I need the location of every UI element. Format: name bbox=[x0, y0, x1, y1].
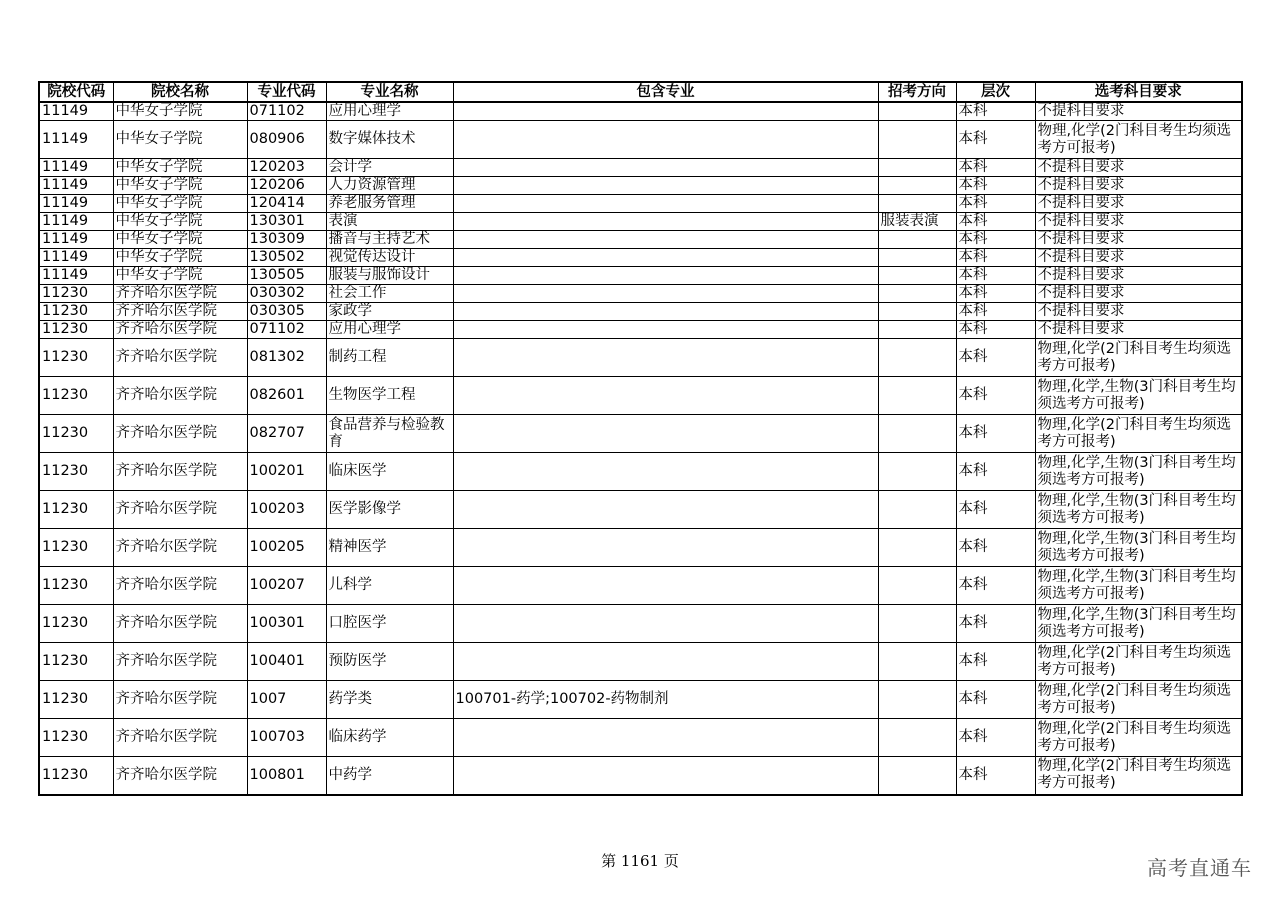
included-majors-cell bbox=[453, 719, 878, 757]
level-cell: 本科 bbox=[956, 285, 1035, 303]
level-cell: 本科 bbox=[956, 177, 1035, 195]
direction-cell bbox=[878, 719, 956, 757]
school-name-cell: 齐齐哈尔医学院 bbox=[113, 303, 247, 321]
subject-requirement-cell: 物理,化学(2门科目考生均须选考方可报考) bbox=[1035, 757, 1242, 795]
major-name-cell: 播音与主持艺术 bbox=[326, 231, 453, 249]
school-code-cell: 11230 bbox=[39, 605, 113, 643]
included-majors-cell bbox=[453, 643, 878, 681]
included-majors-cell bbox=[453, 567, 878, 605]
major-name-cell: 表演 bbox=[326, 213, 453, 231]
direction-cell bbox=[878, 177, 956, 195]
subject-requirement-cell: 不提科目要求 bbox=[1035, 321, 1242, 339]
table-row bbox=[39, 121, 1242, 159]
major-code-cell: 130505 bbox=[247, 267, 326, 285]
table-row bbox=[39, 321, 1242, 339]
major-name-cell: 视觉传达设计 bbox=[326, 249, 453, 267]
school-name-cell: 齐齐哈尔医学院 bbox=[113, 491, 247, 529]
direction-cell bbox=[878, 249, 956, 267]
school-name-cell: 中华女子学院 bbox=[113, 213, 247, 231]
major-code-cell: 100205 bbox=[247, 529, 326, 567]
school-name-cell: 中华女子学院 bbox=[113, 195, 247, 213]
level-cell: 本科 bbox=[956, 681, 1035, 719]
major-name-cell: 食品营养与检验教育 bbox=[326, 415, 453, 453]
included-majors-cell bbox=[453, 303, 878, 321]
school-code-cell: 11230 bbox=[39, 339, 113, 377]
major-code-cell: 081302 bbox=[247, 339, 326, 377]
table-row bbox=[39, 491, 1242, 529]
school-name-cell: 齐齐哈尔医学院 bbox=[113, 605, 247, 643]
subject-requirement-cell: 物理,化学(2门科目考生均须选考方可报考) bbox=[1035, 339, 1242, 377]
level-cell: 本科 bbox=[956, 121, 1035, 159]
school-code-cell: 11230 bbox=[39, 285, 113, 303]
direction-cell bbox=[878, 377, 956, 415]
major-code-cell: 130309 bbox=[247, 231, 326, 249]
direction-cell: 服装表演 bbox=[878, 213, 956, 231]
major-code-cell: 120414 bbox=[247, 195, 326, 213]
subject-requirement-cell: 不提科目要求 bbox=[1035, 213, 1242, 231]
major-name-cell: 人力资源管理 bbox=[326, 177, 453, 195]
major-code-cell: 1007 bbox=[247, 681, 326, 719]
included-majors-cell bbox=[453, 491, 878, 529]
direction-cell bbox=[878, 303, 956, 321]
header-major-name: 专业名称 bbox=[326, 82, 453, 102]
included-majors-cell bbox=[453, 415, 878, 453]
subject-requirement-cell: 物理,化学,生物(3门科目考生均须选考方可报考) bbox=[1035, 605, 1242, 643]
school-name-cell: 齐齐哈尔医学院 bbox=[113, 719, 247, 757]
school-code-cell: 11149 bbox=[39, 195, 113, 213]
major-code-cell: 100203 bbox=[247, 491, 326, 529]
major-name-cell: 医学影像学 bbox=[326, 491, 453, 529]
included-majors-cell bbox=[453, 195, 878, 213]
subject-requirement-cell: 不提科目要求 bbox=[1035, 249, 1242, 267]
included-majors-cell bbox=[453, 121, 878, 159]
major-name-cell: 生物医学工程 bbox=[326, 377, 453, 415]
subject-requirement-cell: 物理,化学,生物(3门科目考生均须选考方可报考) bbox=[1035, 491, 1242, 529]
included-majors-cell bbox=[453, 249, 878, 267]
direction-cell bbox=[878, 321, 956, 339]
level-cell: 本科 bbox=[956, 377, 1035, 415]
direction-cell bbox=[878, 605, 956, 643]
subject-requirement-cell: 不提科目要求 bbox=[1035, 177, 1242, 195]
page-number: 第 1161 页 bbox=[601, 852, 679, 870]
school-code-cell: 11149 bbox=[39, 102, 113, 121]
level-cell: 本科 bbox=[956, 249, 1035, 267]
table-row bbox=[39, 285, 1242, 303]
level-cell: 本科 bbox=[956, 231, 1035, 249]
major-code-cell: 100201 bbox=[247, 453, 326, 491]
direction-cell bbox=[878, 231, 956, 249]
major-name-cell: 中药学 bbox=[326, 757, 453, 795]
included-majors-cell: 100701-药学;100702-药物制剂 bbox=[453, 681, 878, 719]
direction-cell bbox=[878, 195, 956, 213]
level-cell: 本科 bbox=[956, 339, 1035, 377]
school-code-cell: 11230 bbox=[39, 719, 113, 757]
level-cell: 本科 bbox=[956, 415, 1035, 453]
table-row bbox=[39, 643, 1242, 681]
header-included-majors: 包含专业 bbox=[453, 82, 878, 102]
subject-requirement-cell: 不提科目要求 bbox=[1035, 102, 1242, 121]
direction-cell bbox=[878, 159, 956, 177]
major-code-cell: 071102 bbox=[247, 102, 326, 121]
level-cell: 本科 bbox=[956, 195, 1035, 213]
major-name-cell: 药学类 bbox=[326, 681, 453, 719]
school-code-cell: 11230 bbox=[39, 453, 113, 491]
school-name-cell: 中华女子学院 bbox=[113, 249, 247, 267]
major-name-cell: 临床药学 bbox=[326, 719, 453, 757]
level-cell: 本科 bbox=[956, 719, 1035, 757]
school-code-cell: 11230 bbox=[39, 567, 113, 605]
included-majors-cell bbox=[453, 529, 878, 567]
header-school-name: 院校名称 bbox=[113, 82, 247, 102]
included-majors-cell bbox=[453, 453, 878, 491]
subject-requirement-cell: 不提科目要求 bbox=[1035, 267, 1242, 285]
table-row bbox=[39, 719, 1242, 757]
major-code-cell: 100401 bbox=[247, 643, 326, 681]
included-majors-cell bbox=[453, 757, 878, 795]
included-majors-cell bbox=[453, 213, 878, 231]
school-code-cell: 11230 bbox=[39, 415, 113, 453]
subject-requirement-cell: 不提科目要求 bbox=[1035, 285, 1242, 303]
table-row bbox=[39, 339, 1242, 377]
included-majors-cell bbox=[453, 177, 878, 195]
included-majors-cell bbox=[453, 231, 878, 249]
level-cell: 本科 bbox=[956, 529, 1035, 567]
watermark-text: 高考直通车 bbox=[1147, 856, 1252, 880]
level-cell: 本科 bbox=[956, 605, 1035, 643]
major-code-cell: 130301 bbox=[247, 213, 326, 231]
included-majors-cell bbox=[453, 285, 878, 303]
level-cell: 本科 bbox=[956, 303, 1035, 321]
major-name-cell: 临床医学 bbox=[326, 453, 453, 491]
included-majors-cell bbox=[453, 267, 878, 285]
major-name-cell: 数字媒体技术 bbox=[326, 121, 453, 159]
direction-cell bbox=[878, 491, 956, 529]
header-direction: 招考方向 bbox=[878, 82, 956, 102]
subject-requirement-cell: 物理,化学,生物(3门科目考生均须选考方可报考) bbox=[1035, 453, 1242, 491]
major-code-cell: 100301 bbox=[247, 605, 326, 643]
school-name-cell: 齐齐哈尔医学院 bbox=[113, 681, 247, 719]
school-name-cell: 中华女子学院 bbox=[113, 231, 247, 249]
level-cell: 本科 bbox=[956, 757, 1035, 795]
major-name-cell: 制药工程 bbox=[326, 339, 453, 377]
direction-cell bbox=[878, 529, 956, 567]
school-name-cell: 齐齐哈尔医学院 bbox=[113, 377, 247, 415]
school-name-cell: 中华女子学院 bbox=[113, 102, 247, 121]
table-row bbox=[39, 377, 1242, 415]
level-cell: 本科 bbox=[956, 102, 1035, 121]
school-name-cell: 齐齐哈尔医学院 bbox=[113, 339, 247, 377]
school-code-cell: 11230 bbox=[39, 303, 113, 321]
subject-requirement-cell: 物理,化学(2门科目考生均须选考方可报考) bbox=[1035, 719, 1242, 757]
school-name-cell: 中华女子学院 bbox=[113, 267, 247, 285]
subject-requirement-cell: 物理,化学,生物(3门科目考生均须选考方可报考) bbox=[1035, 377, 1242, 415]
direction-cell bbox=[878, 567, 956, 605]
major-code-cell: 120206 bbox=[247, 177, 326, 195]
subject-requirement-cell: 不提科目要求 bbox=[1035, 231, 1242, 249]
school-name-cell: 齐齐哈尔医学院 bbox=[113, 567, 247, 605]
direction-cell bbox=[878, 681, 956, 719]
major-code-cell: 130502 bbox=[247, 249, 326, 267]
major-name-cell: 应用心理学 bbox=[326, 321, 453, 339]
level-cell: 本科 bbox=[956, 491, 1035, 529]
major-code-cell: 071102 bbox=[247, 321, 326, 339]
included-majors-cell bbox=[453, 159, 878, 177]
table-row bbox=[39, 231, 1242, 249]
major-name-cell: 口腔医学 bbox=[326, 605, 453, 643]
subject-requirement-cell: 物理,化学(2门科目考生均须选考方可报考) bbox=[1035, 121, 1242, 159]
school-code-cell: 11230 bbox=[39, 377, 113, 415]
school-name-cell: 齐齐哈尔医学院 bbox=[113, 321, 247, 339]
school-code-cell: 11230 bbox=[39, 529, 113, 567]
major-name-cell: 服装与服饰设计 bbox=[326, 267, 453, 285]
major-code-cell: 082707 bbox=[247, 415, 326, 453]
table-row bbox=[39, 267, 1242, 285]
major-code-cell: 080906 bbox=[247, 121, 326, 159]
school-name-cell: 中华女子学院 bbox=[113, 177, 247, 195]
major-name-cell: 精神医学 bbox=[326, 529, 453, 567]
school-code-cell: 11149 bbox=[39, 231, 113, 249]
school-name-cell: 齐齐哈尔医学院 bbox=[113, 415, 247, 453]
table-row bbox=[39, 213, 1242, 231]
major-code-cell: 030302 bbox=[247, 285, 326, 303]
school-code-cell: 11149 bbox=[39, 159, 113, 177]
subject-requirement-cell: 物理,化学(2门科目考生均须选考方可报考) bbox=[1035, 643, 1242, 681]
included-majors-cell bbox=[453, 605, 878, 643]
school-name-cell: 齐齐哈尔医学院 bbox=[113, 285, 247, 303]
direction-cell bbox=[878, 339, 956, 377]
header-major-code: 专业代码 bbox=[247, 82, 326, 102]
table-row bbox=[39, 757, 1242, 795]
school-code-cell: 11149 bbox=[39, 213, 113, 231]
school-code-cell: 11230 bbox=[39, 643, 113, 681]
level-cell: 本科 bbox=[956, 453, 1035, 491]
school-name-cell: 中华女子学院 bbox=[113, 159, 247, 177]
table-row bbox=[39, 249, 1242, 267]
major-name-cell: 会计学 bbox=[326, 159, 453, 177]
included-majors-cell bbox=[453, 102, 878, 121]
table-header-row bbox=[39, 82, 1242, 102]
table-row bbox=[39, 681, 1242, 719]
school-code-cell: 11230 bbox=[39, 681, 113, 719]
school-code-cell: 11149 bbox=[39, 249, 113, 267]
table-row bbox=[39, 567, 1242, 605]
major-name-cell: 社会工作 bbox=[326, 285, 453, 303]
subject-requirement-cell: 不提科目要求 bbox=[1035, 303, 1242, 321]
major-code-cell: 082601 bbox=[247, 377, 326, 415]
subject-requirement-cell: 物理,化学,生物(3门科目考生均须选考方可报考) bbox=[1035, 529, 1242, 567]
table-row bbox=[39, 303, 1242, 321]
header-subject-requirement: 选考科目要求 bbox=[1035, 82, 1242, 102]
header-level: 层次 bbox=[956, 82, 1035, 102]
level-cell: 本科 bbox=[956, 267, 1035, 285]
admission-requirements-table bbox=[38, 81, 1243, 796]
major-code-cell: 120203 bbox=[247, 159, 326, 177]
subject-requirement-cell: 物理,化学(2门科目考生均须选考方可报考) bbox=[1035, 415, 1242, 453]
major-code-cell: 100703 bbox=[247, 719, 326, 757]
direction-cell bbox=[878, 285, 956, 303]
school-code-cell: 11149 bbox=[39, 267, 113, 285]
table-row bbox=[39, 529, 1242, 567]
direction-cell bbox=[878, 102, 956, 121]
direction-cell bbox=[878, 757, 956, 795]
major-name-cell: 养老服务管理 bbox=[326, 195, 453, 213]
table-row bbox=[39, 102, 1242, 121]
included-majors-cell bbox=[453, 321, 878, 339]
level-cell: 本科 bbox=[956, 213, 1035, 231]
direction-cell bbox=[878, 121, 956, 159]
subject-requirement-cell: 物理,化学(2门科目考生均须选考方可报考) bbox=[1035, 681, 1242, 719]
major-name-cell: 预防医学 bbox=[326, 643, 453, 681]
subject-requirement-cell: 不提科目要求 bbox=[1035, 159, 1242, 177]
level-cell: 本科 bbox=[956, 567, 1035, 605]
direction-cell bbox=[878, 267, 956, 285]
direction-cell bbox=[878, 453, 956, 491]
level-cell: 本科 bbox=[956, 159, 1035, 177]
table-row bbox=[39, 415, 1242, 453]
included-majors-cell bbox=[453, 339, 878, 377]
header-school-code: 院校代码 bbox=[39, 82, 113, 102]
table-row bbox=[39, 195, 1242, 213]
direction-cell bbox=[878, 643, 956, 681]
major-name-cell: 应用心理学 bbox=[326, 102, 453, 121]
subject-requirement-cell: 物理,化学,生物(3门科目考生均须选考方可报考) bbox=[1035, 567, 1242, 605]
school-code-cell: 11230 bbox=[39, 757, 113, 795]
included-majors-cell bbox=[453, 377, 878, 415]
major-name-cell: 家政学 bbox=[326, 303, 453, 321]
school-name-cell: 齐齐哈尔医学院 bbox=[113, 643, 247, 681]
major-name-cell: 儿科学 bbox=[326, 567, 453, 605]
subject-requirement-cell: 不提科目要求 bbox=[1035, 195, 1242, 213]
school-code-cell: 11230 bbox=[39, 321, 113, 339]
school-name-cell: 齐齐哈尔医学院 bbox=[113, 757, 247, 795]
school-name-cell: 齐齐哈尔医学院 bbox=[113, 453, 247, 491]
direction-cell bbox=[878, 415, 956, 453]
school-name-cell: 齐齐哈尔医学院 bbox=[113, 529, 247, 567]
major-code-cell: 100801 bbox=[247, 757, 326, 795]
major-code-cell: 100207 bbox=[247, 567, 326, 605]
school-code-cell: 11149 bbox=[39, 177, 113, 195]
school-code-cell: 11230 bbox=[39, 491, 113, 529]
table-row bbox=[39, 159, 1242, 177]
level-cell: 本科 bbox=[956, 643, 1035, 681]
table-row bbox=[39, 453, 1242, 491]
school-code-cell: 11149 bbox=[39, 121, 113, 159]
table-row bbox=[39, 605, 1242, 643]
major-code-cell: 030305 bbox=[247, 303, 326, 321]
level-cell: 本科 bbox=[956, 321, 1035, 339]
school-name-cell: 中华女子学院 bbox=[113, 121, 247, 159]
table-row bbox=[39, 177, 1242, 195]
